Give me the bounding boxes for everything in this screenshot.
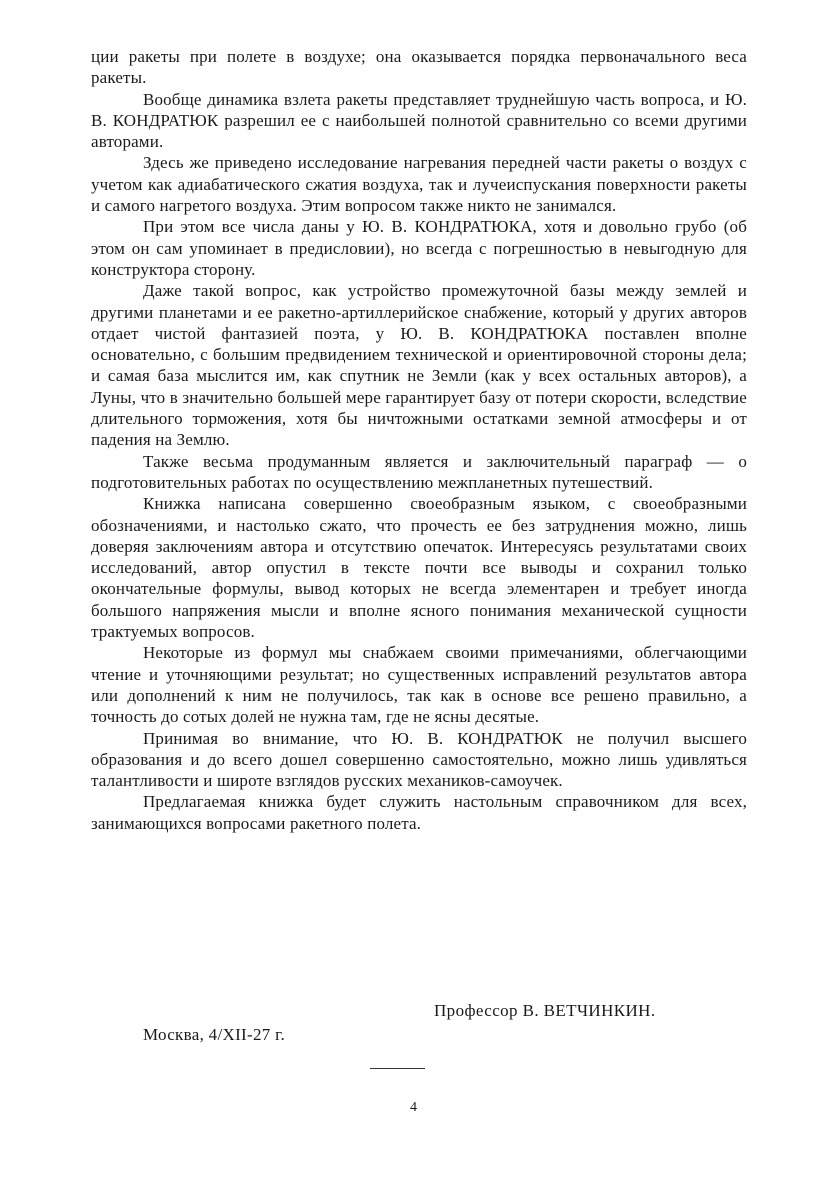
- paragraph: Здесь же приведено исследование нагревания передней части ракеты о воздух с учетом как адиабатического сжатия воздуха, так и лучеиспускания поверхности ракеты и самого нагретого воздуха. Этим вопросом также никто не занимался.: [91, 153, 747, 216]
- paragraph: Некоторые из формул мы снабжаем своими примечаниями, облегчающими чтение и уточняющими результат; но существенных исправлений результатов автора или дополнений к ним не получилось, так как в основе все решено правильно, а точность до сотых долей не нужна там, где не ясны десятые.: [91, 643, 747, 727]
- paragraph: Предлагаемая книжка будет служить настольным справочником для всех, занимающихся вопросами ракетного полета.: [91, 792, 747, 833]
- paragraph: Вообще динамика взлета ракеты представляет труднейшую часть вопроса, и Ю. В. КОНДРАТЮК разрешил ее с наибольшей полнотой сравнительно со всеми другими авторами.: [91, 89, 747, 152]
- paragraph: Даже такой вопрос, как устройство промежуточной базы между землей и другими планетами и ее ракетно-артиллерийское снабжение, который у других авторов отдает чистой фантазией поэта, у Ю. В. КОНДРАТЮКА поставлен вполне основательно, с большим предвидением технической и ориентировочной стороны дела; и самая база мыслится им, как спутник не Земли (как у всех остальных авторов), а Луны, что в значительно большей мере гарантирует базу от потери скорости, вследствие длительного торможения, хотя бы ничтожными остатками земной атмосферы и от падения на Землю.: [91, 281, 747, 450]
- paragraph: Принимая во внимание, что Ю. В. КОНДРАТЮК не получил высшего образования и до всего дошел совершенно самостоятельно, можно лишь удивляться талантливости и широте взглядов русских механиков-самоучек.: [91, 728, 747, 791]
- paragraph: Книжка написана совершенно своеобразным языком, с своеобразными обозначениями, и настолько сжато, что прочесть ее без затруднения можно, лишь доверяя заключениям автора и отсутствию опечаток. Интересуясь результатами своих исследований, автор опустил в тексте почти все выводы и сохранил только окончательные формулы, вывод которых не всегда элементарен и требует иногда большого напряжения мысли и вполне ясного понимания механической сущности трактуемых вопросов.: [91, 494, 747, 642]
- page-number: 4: [410, 1100, 417, 1115]
- place-date: Москва, 4/XII-27 г.: [143, 1025, 286, 1044]
- paragraph: Также весьма продуманным является и заключительный параграф — о подготовительных работах по осуществлению межпланетных путешествий.: [91, 451, 747, 492]
- paragraph-continuation: ции ракеты при полете в воздухе; она оказывается порядка первоначального веса ракеты.: [91, 47, 747, 88]
- body-text: [91, 46, 747, 834]
- paragraph: При этом все числа даны у Ю. В. КОНДРАТЮКА, хотя и довольно грубо (об этом он сам упоминает в предисловии), но всегда с погрешностью в невыгодную для конструктора сторону.: [91, 217, 747, 279]
- author-signature: Профессор В. ВЕТЧИНКИН.: [434, 1001, 656, 1020]
- separator-rule: [370, 1068, 425, 1069]
